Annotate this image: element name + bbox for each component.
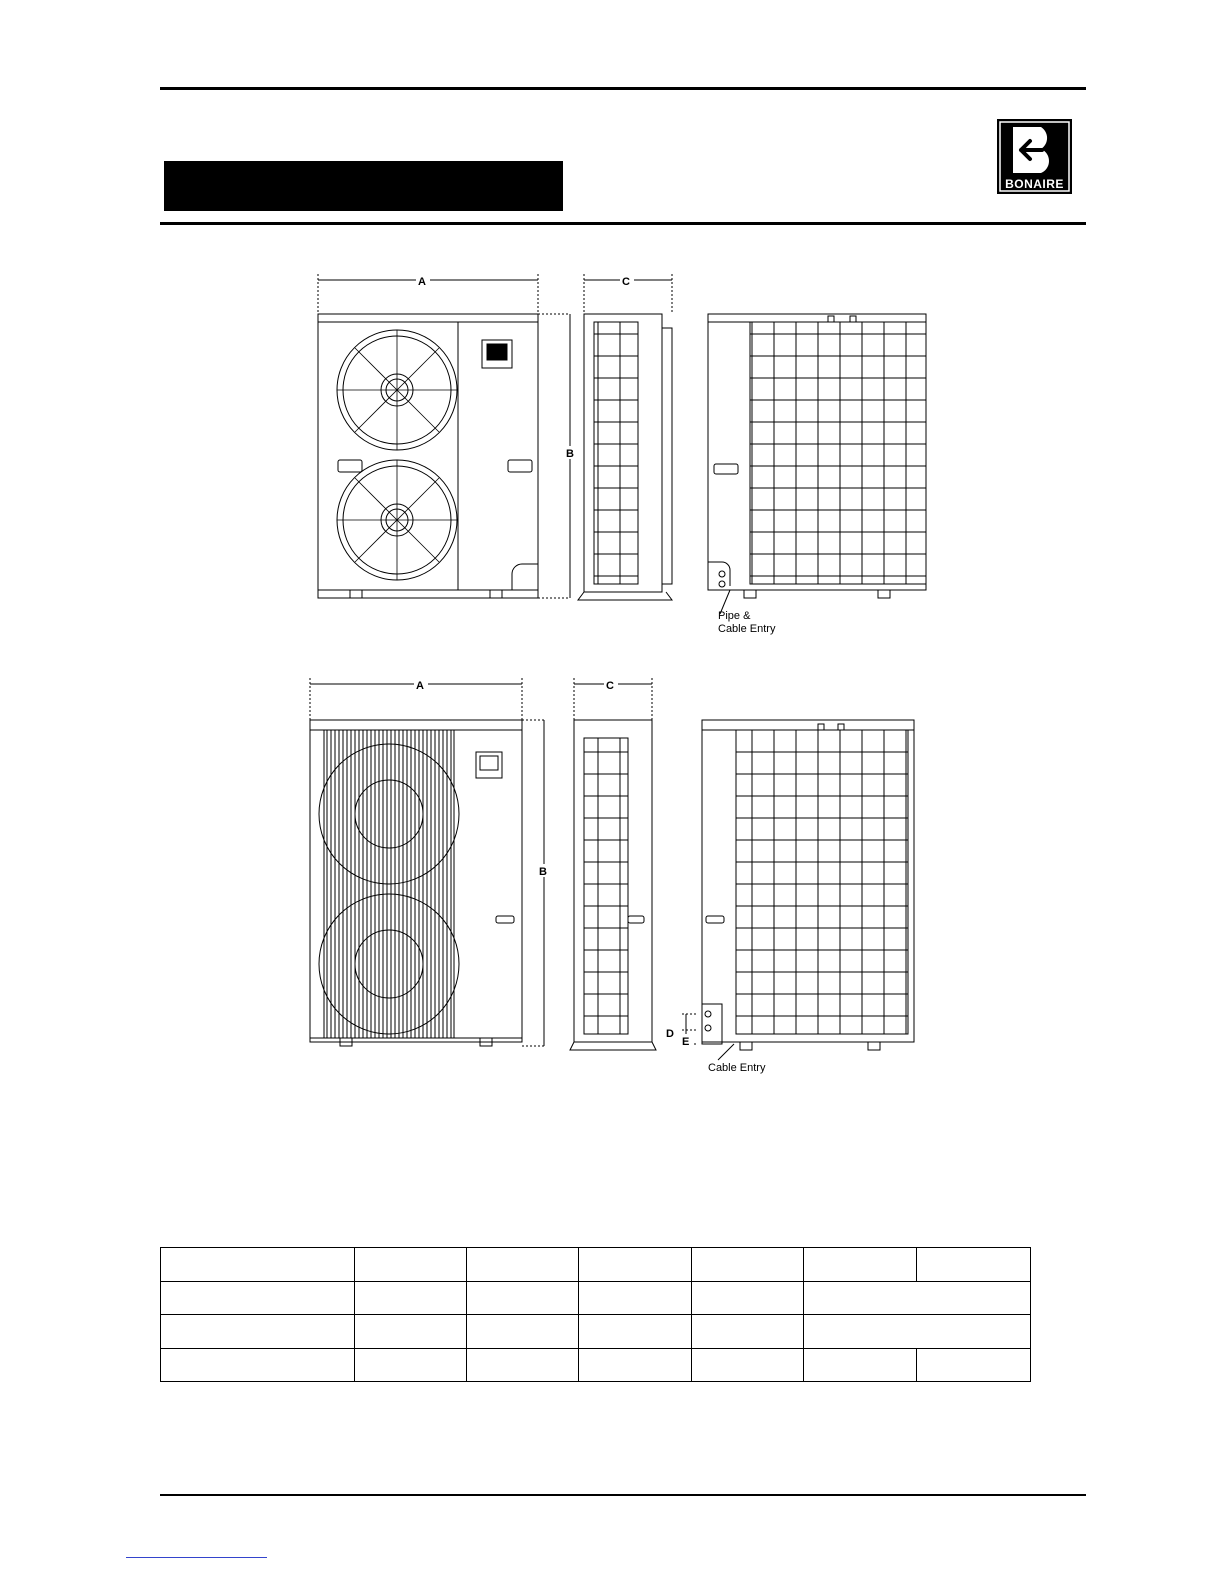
top-unit-side-view bbox=[578, 274, 672, 600]
table-cell bbox=[917, 1348, 1031, 1382]
table-cell bbox=[355, 1315, 467, 1349]
table-cell bbox=[804, 1248, 917, 1282]
table-cell bbox=[579, 1315, 692, 1349]
top-note-line2: Cable Entry bbox=[718, 623, 776, 635]
table-cell bbox=[917, 1248, 1031, 1282]
bottom-unit-front-view bbox=[310, 678, 544, 1046]
table-cell bbox=[467, 1315, 579, 1349]
table-cell bbox=[579, 1248, 692, 1282]
unit-dimension-drawing bbox=[290, 268, 950, 1088]
bottom-dimension-c-label: C bbox=[606, 680, 614, 692]
table-cell bbox=[161, 1348, 355, 1382]
top-unit-front-view bbox=[318, 274, 570, 598]
table-cell bbox=[804, 1348, 917, 1382]
logo-text: BONAIRE bbox=[1005, 177, 1064, 191]
table-row bbox=[161, 1315, 1031, 1349]
bottom-dimension-b-label: B bbox=[539, 866, 547, 878]
table-row bbox=[161, 1248, 1031, 1282]
footer-link-underline[interactable] bbox=[126, 1557, 267, 1558]
bottom-unit-side-view bbox=[570, 678, 656, 1050]
table-row bbox=[161, 1348, 1031, 1382]
header-top-rule bbox=[160, 87, 1086, 90]
table-cell bbox=[692, 1315, 804, 1349]
section-title-bar bbox=[164, 161, 563, 211]
table-cell bbox=[692, 1248, 804, 1282]
table-cell bbox=[579, 1281, 692, 1315]
footer-rule bbox=[160, 1494, 1086, 1496]
top-unit-rear-view bbox=[708, 314, 926, 614]
table-cell bbox=[579, 1348, 692, 1382]
table-cell bbox=[355, 1348, 467, 1382]
bottom-dimension-a-label: A bbox=[416, 680, 424, 692]
dimensions-table bbox=[160, 1247, 1031, 1382]
bottom-unit-rear-view bbox=[682, 720, 914, 1060]
table-cell bbox=[467, 1348, 579, 1382]
table-cell bbox=[467, 1248, 579, 1282]
bottom-dimension-e-label: E bbox=[682, 1036, 690, 1048]
table-cell bbox=[467, 1281, 579, 1315]
top-dimension-c-label: C bbox=[622, 276, 630, 288]
header-bottom-rule bbox=[160, 222, 1086, 225]
table-cell bbox=[161, 1281, 355, 1315]
table-cell bbox=[355, 1281, 467, 1315]
table-cell bbox=[161, 1248, 355, 1282]
top-note-line1: Pipe & bbox=[718, 610, 751, 622]
bonaire-logo bbox=[997, 119, 1072, 194]
table-cell bbox=[692, 1348, 804, 1382]
table-cell bbox=[161, 1315, 355, 1349]
table-row bbox=[161, 1281, 1031, 1315]
bottom-note: Cable Entry bbox=[708, 1062, 766, 1074]
table-cell bbox=[804, 1281, 1031, 1315]
table-cell bbox=[692, 1281, 804, 1315]
table-cell bbox=[355, 1248, 467, 1282]
top-dimension-a-label: A bbox=[418, 276, 426, 288]
top-dimension-b-label: B bbox=[566, 448, 574, 460]
table-cell bbox=[804, 1315, 1031, 1349]
bottom-dimension-d-label: D bbox=[666, 1028, 674, 1040]
